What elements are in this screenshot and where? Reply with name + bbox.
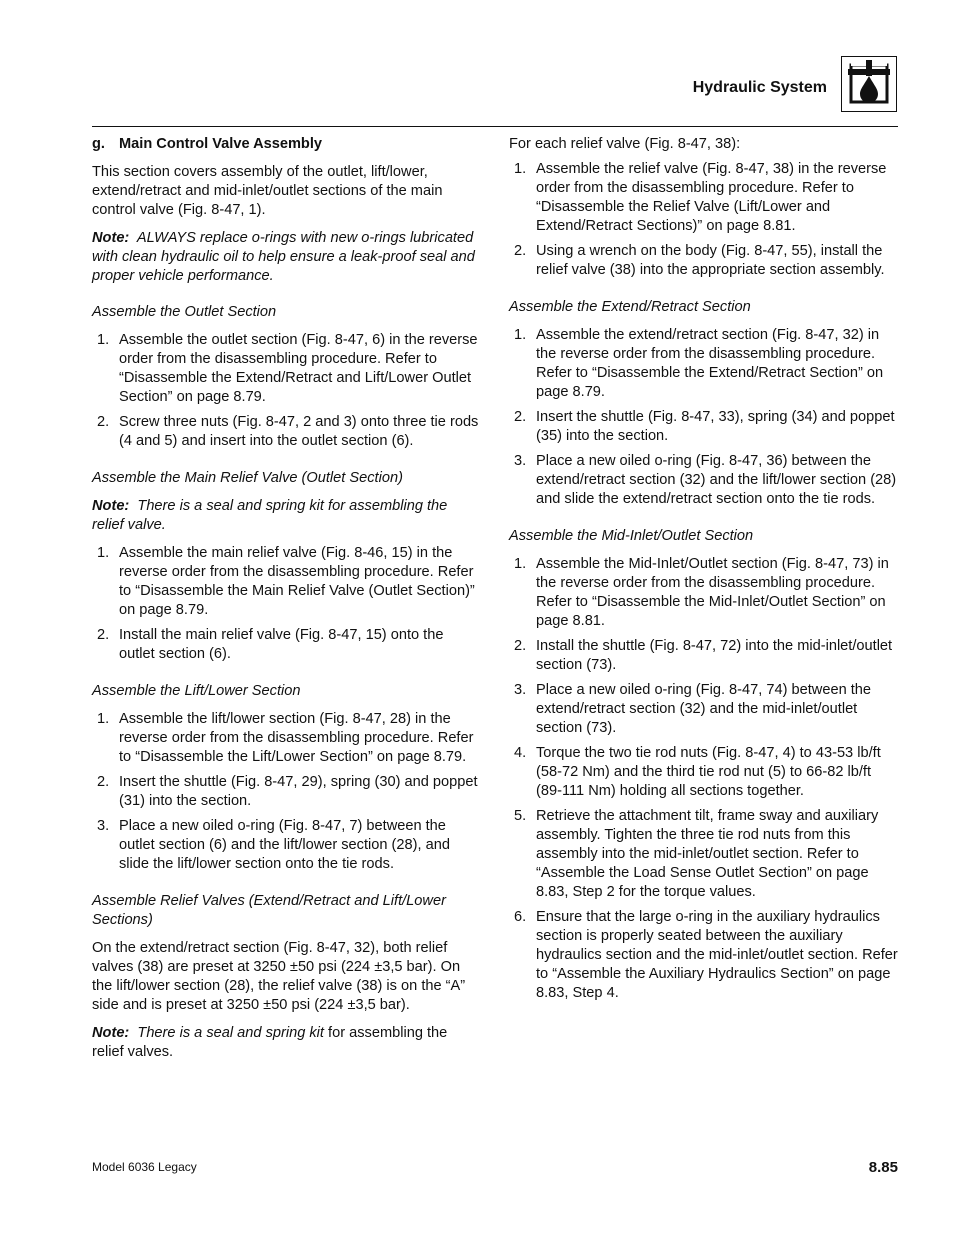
step-text: Insert the shuttle (Fig. 8-47, 29), spring (30) and poppet (31) into the section. [119,774,478,809]
step-number: 3. [97,818,110,834]
page-header-title: Hydraulic System [692,79,827,96]
step-number: 2. [97,414,110,430]
lift-lower-steps [92,710,482,874]
list-item [509,326,901,402]
list-item [92,710,482,767]
list-item [92,626,482,664]
note-seal-kit [92,497,482,535]
note-text: ALWAYS replace o-rings with new o-rings lubricated with clean hydraulic oil to help ensure a leak-proof seal and proper vehicle performance. [92,230,475,284]
step-text: Assemble the lift/lower section (Fig. 8-47, 28) in the reverse order from the disassembling procedure. Refer to “Disassemble the Lift/Lower Section” on page 8.79. [119,711,474,765]
subheading-lift-lower: Assemble the Lift/Lower Section [92,683,301,699]
note-label: Note: [92,498,130,514]
step-number: 2. [514,409,527,425]
extend-retract-steps [509,326,901,509]
step-number: 1. [514,327,527,343]
list-item [509,908,901,1003]
step-text: Assemble the extend/retract section (Fig. 8-47, 32) in the reverse order from the disassembling procedure. Refer to “Disassemble the Extend/Retract Section” on page 8.79. [536,327,884,400]
note-label: Note: [92,1025,130,1041]
list-item [92,413,482,451]
hydraulic-oil-icon [841,56,897,112]
section-title: Main Control Valve Assembly [119,136,323,152]
list-item [92,331,482,407]
list-item [509,452,901,509]
list-item [509,408,901,446]
mid-inlet-steps [509,555,901,1003]
step-text: Screw three nuts (Fig. 8-47, 2 and 3) onto three tie rods (4 and 5) and insert into the outlet section (6). [119,414,479,449]
step-text: Insert the shuttle (Fig. 8-47, 33), spring (34) and poppet (35) into the section. [536,409,895,444]
list-item [92,773,482,811]
step-text: Place a new oiled o-ring (Fig. 8-47, 7) between the outlet section (6) and the lift/lower section (28), and slide the lift/lower section onto the tie rods. [119,818,450,872]
step-number: 2. [97,627,110,643]
subheading-relief-valves: Assemble Relief Valves (Extend/Retract and Lift/Lower Sections) [92,893,446,928]
step-text: Ensure that the large o-ring in the auxiliary hydraulics section is properly seated between the auxiliary hydraulics section and the mid-inlet/outlet section. Refer to “Assemble the Auxiliary Hydraulics Section” on page 8.83, Step 4. [536,909,898,1001]
list-item [509,744,901,801]
step-number: 2. [97,774,110,790]
step-number: 3. [514,453,527,469]
main-relief-steps [92,544,482,664]
section-letter: g. [92,136,105,152]
step-text: Assemble the outlet section (Fig. 8-47, 6) in the reverse order from the disassembling procedure. Refer to “Disassemble the Extend/Retract and Lift/Lower Outlet Section” on page 8.79. [119,332,478,405]
step-text: Assemble the relief valve (Fig. 8-47, 38) in the reverse order from the disassembling procedure. Refer to “Disassemble the Relief Valve (Lift/Lower and Extend/Retract Sections)” on page 8.81. [536,161,887,234]
note-seal-kit-valves [92,1024,482,1062]
step-number: 5. [514,808,527,824]
list-item [92,544,482,620]
note-text: There is a seal and spring kit [137,1025,324,1041]
list-item [509,637,901,675]
list-item [509,242,901,280]
page-number: 8.85 [868,1159,898,1176]
step-number: 2. [514,638,527,654]
step-text: Torque the two tie rod nuts (Fig. 8-47, 4) to 43-53 lb/ft (58-72 Nm) and the third tie rod nut (5) to 66-82 lb/ft (89-111 Nm) holding all sections together. [536,745,881,799]
intro-paragraph: This section covers assembly of the outlet, lift/lower, extend/retract and mid-inlet/outlet sections of the main control valve (Fig. 8-47, 1). [92,164,443,218]
step-text: Assemble the main relief valve (Fig. 8-46, 15) in the reverse order from the disassembling procedure. Refer to “Disassemble the Main Relief Valve (Outlet Section)” on page 8.79. [119,545,475,618]
note-oring [92,229,482,286]
list-item [509,807,901,902]
note-label: Note: [92,230,130,246]
subheading-extend-retract: Assemble the Extend/Retract Section [509,299,751,315]
footer-model: Model 6036 Legacy [92,1160,197,1174]
step-number: 1. [97,332,110,348]
step-number: 1. [514,556,527,572]
subheading-outlet: Assemble the Outlet Section [92,304,277,320]
list-item [509,681,901,738]
step-number: 6. [514,909,527,925]
relief-valves-paragraph: On the extend/retract section (Fig. 8-47, 32), both relief valves (38) are preset at 3250 ±50 psi (224 ±3,5 bar). On the lift/lower section (28), the relief valve (38) is on the “A” side and is preset at 3250 ±50 psi (224 ±3,5 bar). [92,940,466,1013]
step-number: 2. [514,243,527,259]
step-number: 4. [514,745,527,761]
left-column [92,135,482,1079]
list-item [509,555,901,631]
step-text: Install the shuttle (Fig. 8-47, 72) into the mid-inlet/outlet section (73). [536,638,893,673]
list-item [92,817,482,874]
step-number: 1. [514,161,527,177]
step-number: 1. [97,711,110,727]
right-column [509,135,901,1021]
step-text: Place a new oiled o-ring (Fig. 8-47, 74) between the extend/retract section (32) and the mid-inlet/outlet section (73). [536,682,872,736]
list-item [509,160,901,236]
step-text: Retrieve the attachment tilt, frame sway and auxiliary assembly. Tighten the three tie rod nuts from this assembly into the mid-inlet/outlet section. Refer to “Assemble the Load Sense Outlet Section” on page 8.83, Step 2 for the torque values. [536,808,879,900]
relief-intro: For each relief valve (Fig. 8-47, 38): [509,136,741,152]
step-text: Assemble the Mid-Inlet/Outlet section (Fig. 8-47, 73) in the reverse order from the disassembling procedure. Refer to “Disassemble the Mid-Inlet/Outlet Section” on page 8.81. [536,556,889,629]
step-number: 1. [97,545,110,561]
subheading-main-relief: Assemble the Main Relief Valve (Outlet Section) [92,470,403,486]
outlet-steps [92,331,482,451]
step-text: Place a new oiled o-ring (Fig. 8-47, 36) between the extend/retract section (32) and the lift/lower section (28) and slide the extend/retract section onto the tie rods. [536,453,897,507]
subheading-mid-inlet: Assemble the Mid-Inlet/Outlet Section [509,528,754,544]
note-text-plain: for assembling the relief valves. [92,1025,448,1060]
note-text: There is a seal and spring kit for assembling the relief valve. [92,498,448,533]
relief-steps [509,160,901,280]
step-number: 3. [514,682,527,698]
header-rule [92,126,898,127]
step-text: Install the main relief valve (Fig. 8-47, 15) onto the outlet section (6). [119,627,444,662]
step-text: Using a wrench on the body (Fig. 8-47, 55), install the relief valve (38) into the appropriate section assembly. [536,243,885,278]
section-heading [92,135,482,154]
